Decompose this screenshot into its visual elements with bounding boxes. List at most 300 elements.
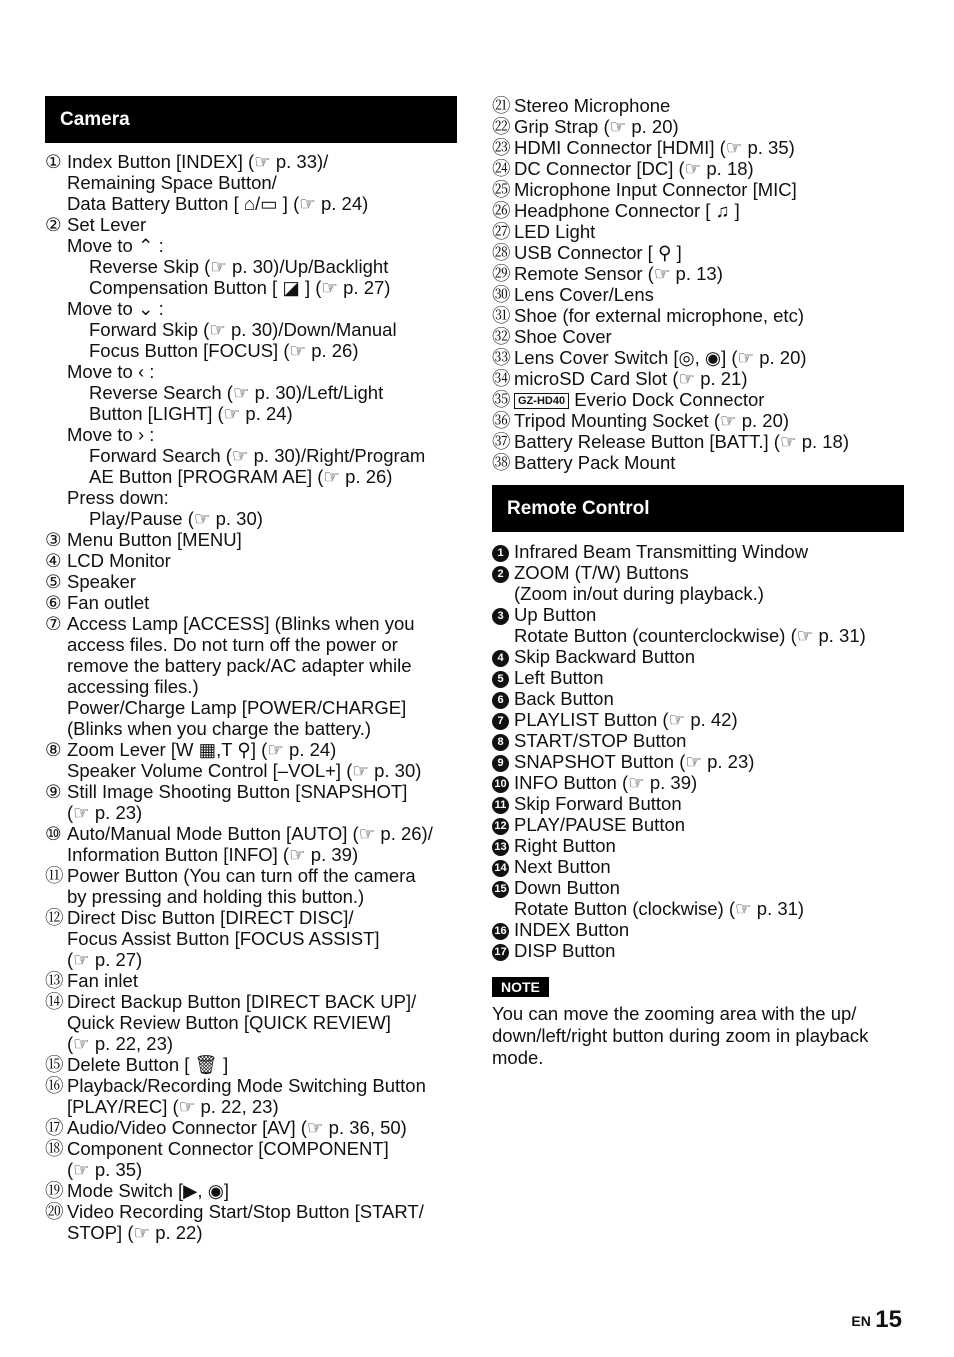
list-item xyxy=(45,1117,457,1138)
item-text-wrapper xyxy=(45,844,457,865)
item-number-marker: ㉔ xyxy=(492,158,511,179)
item-text-wrapper xyxy=(45,613,457,634)
item-text-wrapper xyxy=(45,235,457,256)
item-text: remove the battery pack/AC adapter while xyxy=(67,655,412,676)
item-number-marker: ㉜ xyxy=(492,326,511,347)
list-item xyxy=(492,221,904,242)
list-item xyxy=(45,676,457,697)
item-number-marker xyxy=(492,751,512,772)
item-text-wrapper xyxy=(492,688,904,709)
item-text: Tripod Mounting Socket (☞ p. 20) xyxy=(514,410,790,431)
item-number-marker: ㉘ xyxy=(492,242,511,263)
list-item xyxy=(45,508,457,529)
item-text: (☞ p. 22, 23) xyxy=(67,1033,174,1054)
list-item xyxy=(492,389,904,410)
item-text-wrapper xyxy=(492,583,904,604)
item-text-wrapper xyxy=(492,730,904,751)
list-item xyxy=(492,116,904,137)
item-text-wrapper xyxy=(45,697,457,718)
list-item xyxy=(492,431,904,452)
item-number-marker xyxy=(492,877,512,898)
item-number-marker: ⑰ xyxy=(45,1117,64,1138)
item-text-wrapper xyxy=(45,361,457,382)
item-text-wrapper xyxy=(45,1033,457,1054)
item-text: HDMI Connector [HDMI] (☞ p. 35) xyxy=(514,137,795,158)
item-text-wrapper xyxy=(492,95,904,116)
item-text-wrapper xyxy=(45,508,457,529)
item-text-wrapper xyxy=(492,856,904,877)
item-text-wrapper xyxy=(45,739,457,760)
item-number-marker: ⑩ xyxy=(45,823,62,844)
camera-parts-list xyxy=(45,151,457,1243)
item-text-wrapper xyxy=(492,221,904,242)
item-text-wrapper xyxy=(45,445,457,466)
item-text: Compensation Button [ ◪ ] (☞ p. 27) xyxy=(89,277,391,298)
item-number-marker: ㉑ xyxy=(492,95,511,116)
list-item xyxy=(492,940,904,961)
item-number-marker xyxy=(492,793,512,814)
item-number-badge: 17 xyxy=(492,944,509,961)
item-text: DC Connector [DC] (☞ p. 18) xyxy=(514,158,754,179)
item-number-badge: 13 xyxy=(492,839,509,856)
item-text: USB Connector [ ⚲ ] xyxy=(514,242,682,263)
item-text-wrapper xyxy=(492,625,904,646)
page-number: 15 xyxy=(875,1306,902,1333)
item-text: INDEX Button xyxy=(514,919,630,940)
item-number-marker: ㉚ xyxy=(492,284,511,305)
item-number-marker: ㉒ xyxy=(492,116,511,137)
item-text-wrapper xyxy=(492,940,904,961)
item-text-wrapper xyxy=(45,823,457,844)
list-item xyxy=(45,634,457,655)
item-number-marker xyxy=(492,709,512,730)
item-text: Battery Release Button [BATT.] (☞ p. 18) xyxy=(514,431,849,452)
item-number-marker: ⑪ xyxy=(45,865,64,886)
item-text-wrapper xyxy=(45,487,457,508)
list-item xyxy=(492,667,904,688)
item-text-wrapper xyxy=(45,1201,457,1222)
list-item xyxy=(45,487,457,508)
item-text-wrapper xyxy=(45,1075,457,1096)
item-number-marker: ㉞ xyxy=(492,368,511,389)
item-text-wrapper xyxy=(45,466,457,487)
item-number-marker xyxy=(492,730,512,751)
item-text: Direct Disc Button [DIRECT DISC]/ xyxy=(67,907,354,928)
item-number-marker: ⑭ xyxy=(45,991,64,1012)
camera-section xyxy=(45,96,457,1243)
item-text: Information Button [INFO] (☞ p. 39) xyxy=(67,844,359,865)
list-item xyxy=(45,823,457,844)
item-text: Audio/Video Connector [AV] (☞ p. 36, 50) xyxy=(67,1117,407,1138)
item-text: Move to ⌃ : xyxy=(67,235,164,256)
list-item xyxy=(492,263,904,284)
item-text-wrapper xyxy=(492,137,904,158)
item-number-marker: ⑯ xyxy=(45,1075,64,1096)
item-text-wrapper xyxy=(45,1138,457,1159)
item-text-wrapper xyxy=(492,263,904,284)
item-number-badge: 11 xyxy=(492,797,509,814)
item-text-wrapper xyxy=(492,814,904,835)
list-item xyxy=(45,697,457,718)
list-item xyxy=(492,625,904,646)
list-item xyxy=(45,739,457,760)
right-column xyxy=(492,95,904,1069)
item-text: Menu Button [MENU] xyxy=(67,529,242,550)
item-number-marker xyxy=(492,688,512,709)
list-item xyxy=(45,991,457,1012)
list-item xyxy=(45,550,457,571)
item-number-marker: ⑲ xyxy=(45,1180,64,1201)
item-number-badge: 10 xyxy=(492,776,509,793)
item-text-wrapper xyxy=(45,991,457,1012)
list-item xyxy=(492,326,904,347)
item-text-wrapper xyxy=(45,718,457,739)
item-text: Video Recording Start/Stop Button [START/ xyxy=(67,1201,424,1222)
item-text-wrapper xyxy=(492,431,904,452)
list-item xyxy=(492,772,904,793)
item-text: Still Image Shooting Button [SNAPSHOT] xyxy=(67,781,408,802)
list-item xyxy=(45,529,457,550)
item-text: access files. Do not turn off the power or xyxy=(67,634,398,655)
item-text: Power Button (You can turn off the camera xyxy=(67,865,416,886)
list-item xyxy=(492,919,904,940)
list-item xyxy=(492,856,904,877)
language-code: EN xyxy=(851,1313,871,1329)
item-text-wrapper xyxy=(45,634,457,655)
item-number-marker xyxy=(492,835,512,856)
item-text: Reverse Search (☞ p. 30)/Left/Light xyxy=(89,382,384,403)
item-number-badge: 1 xyxy=(492,545,509,562)
list-item xyxy=(45,151,457,172)
list-item xyxy=(45,571,457,592)
item-text-wrapper xyxy=(492,562,904,583)
item-text: Reverse Skip (☞ p. 30)/Up/Backlight xyxy=(89,256,389,277)
item-text-wrapper xyxy=(492,835,904,856)
list-item xyxy=(45,907,457,928)
list-item xyxy=(45,424,457,445)
item-number-badge: 12 xyxy=(492,818,509,835)
item-text: LED Light xyxy=(514,221,596,242)
list-item xyxy=(492,562,904,583)
list-item xyxy=(45,928,457,949)
item-text-wrapper xyxy=(45,382,457,403)
item-number-marker: ⑦ xyxy=(45,613,62,634)
item-text: Rotate Button (counterclockwise) (☞ p. 31) xyxy=(514,625,866,646)
list-item xyxy=(45,802,457,823)
item-number-badge: 3 xyxy=(492,608,509,625)
item-text-wrapper xyxy=(45,1117,457,1138)
item-text: Remaining Space Button/ xyxy=(67,172,277,193)
item-text-wrapper xyxy=(45,865,457,886)
item-text: LCD Monitor xyxy=(67,550,171,571)
item-text: Microphone Input Connector [MIC] xyxy=(514,179,797,200)
item-number-marker: ㉖ xyxy=(492,200,511,221)
list-item xyxy=(492,835,904,856)
list-item xyxy=(45,970,457,991)
item-text: Speaker xyxy=(67,571,136,592)
item-text: Power/Charge Lamp [POWER/CHARGE] xyxy=(67,697,407,718)
item-text: PLAYLIST Button (☞ p. 42) xyxy=(514,709,738,730)
item-text-wrapper xyxy=(492,646,904,667)
item-text-wrapper xyxy=(45,592,457,613)
item-text: Remote Sensor (☞ p. 13) xyxy=(514,263,723,284)
item-text-wrapper xyxy=(45,928,457,949)
note-text: You can move the zooming area with the up/ down/left/right button during zoom in playback mode. xyxy=(492,1003,869,1068)
list-item xyxy=(45,193,457,214)
item-text: Everio Dock Connector xyxy=(574,389,765,410)
item-text-wrapper xyxy=(492,751,904,772)
list-item xyxy=(45,1075,457,1096)
list-item xyxy=(492,452,904,473)
item-number-marker: ㉗ xyxy=(492,221,511,242)
item-text: AE Button [PROGRAM AE] (☞ p. 26) xyxy=(89,466,393,487)
item-text: by pressing and holding this button.) xyxy=(67,886,365,907)
item-text: Move to ‹ : xyxy=(67,361,155,382)
item-text-wrapper xyxy=(45,256,457,277)
item-number-marker: ㉕ xyxy=(492,179,511,200)
item-text: Right Button xyxy=(514,835,616,856)
item-text-wrapper xyxy=(45,1159,457,1180)
list-item xyxy=(492,730,904,751)
item-text: Focus Button [FOCUS] (☞ p. 26) xyxy=(89,340,359,361)
list-item xyxy=(45,298,457,319)
item-number-badge: 15 xyxy=(492,881,509,898)
item-number-marker: ⑱ xyxy=(45,1138,64,1159)
item-text: Shoe Cover xyxy=(514,326,612,347)
list-item xyxy=(45,172,457,193)
list-item xyxy=(492,688,904,709)
camera-parts-list-continued xyxy=(492,95,904,473)
item-text-wrapper xyxy=(492,242,904,263)
item-text: Auto/Manual Mode Button [AUTO] (☞ p. 26)/ xyxy=(67,823,433,844)
item-text: Forward Search (☞ p. 30)/Right/Program xyxy=(89,445,426,466)
item-number-marker: ⑥ xyxy=(45,592,62,613)
item-text: Shoe (for external microphone, etc) xyxy=(514,305,804,326)
item-text: (☞ p. 35) xyxy=(67,1159,143,1180)
list-item xyxy=(45,403,457,424)
list-item xyxy=(45,718,457,739)
list-item xyxy=(45,1138,457,1159)
item-number-marker xyxy=(492,856,512,877)
list-item xyxy=(45,865,457,886)
item-text-wrapper xyxy=(45,277,457,298)
item-number-badge: 9 xyxy=(492,755,509,772)
item-number-marker xyxy=(492,604,512,625)
item-text-wrapper xyxy=(45,949,457,970)
item-text: Fan inlet xyxy=(67,970,138,991)
item-text: [PLAY/REC] (☞ p. 22, 23) xyxy=(67,1096,279,1117)
item-text-wrapper xyxy=(492,793,904,814)
list-item xyxy=(492,158,904,179)
item-text: Lens Cover/Lens xyxy=(514,284,654,305)
list-item xyxy=(492,95,904,116)
item-text: Headphone Connector [ ♫ ] xyxy=(514,200,740,221)
item-text-wrapper xyxy=(492,410,904,431)
item-text: Component Connector [COMPONENT] xyxy=(67,1138,389,1159)
item-text-wrapper xyxy=(45,1096,457,1117)
item-text: DISP Button xyxy=(514,940,616,961)
item-text: (☞ p. 23) xyxy=(67,802,143,823)
item-text: microSD Card Slot (☞ p. 21) xyxy=(514,368,748,389)
list-item xyxy=(45,382,457,403)
list-item xyxy=(45,319,457,340)
item-number-marker: ㉝ xyxy=(492,347,511,368)
list-item xyxy=(45,655,457,676)
item-number-marker xyxy=(492,814,512,835)
item-number-marker: ⑮ xyxy=(45,1054,64,1075)
list-item xyxy=(492,347,904,368)
list-item xyxy=(45,844,457,865)
item-text: Playback/Recording Mode Switching Button xyxy=(67,1075,426,1096)
item-text: Infrared Beam Transmitting Window xyxy=(514,541,809,562)
list-item xyxy=(45,949,457,970)
page-footer xyxy=(851,1306,902,1334)
item-number-badge: 5 xyxy=(492,671,509,688)
item-number-marker: ④ xyxy=(45,550,62,571)
list-item xyxy=(492,898,904,919)
list-item xyxy=(45,1180,457,1201)
item-text-wrapper xyxy=(492,305,904,326)
item-number-marker xyxy=(492,646,512,667)
item-number-badge: 7 xyxy=(492,713,509,730)
item-number-marker: ㊲ xyxy=(492,431,511,452)
list-item xyxy=(45,781,457,802)
list-item xyxy=(45,466,457,487)
item-text: Left Button xyxy=(514,667,604,688)
list-item xyxy=(492,751,904,772)
item-text: Move to ⌄ : xyxy=(67,298,164,319)
item-number-marker: ⑨ xyxy=(45,781,62,802)
item-text: Speaker Volume Control [–VOL+] (☞ p. 30) xyxy=(67,760,422,781)
item-text-wrapper xyxy=(492,368,904,389)
item-text-wrapper xyxy=(45,319,457,340)
item-text: START/STOP Button xyxy=(514,730,687,751)
list-item xyxy=(45,214,457,235)
item-text-wrapper xyxy=(45,907,457,928)
item-number-marker: ㉓ xyxy=(492,137,511,158)
item-number-marker: ⑬ xyxy=(45,970,64,991)
item-text-wrapper xyxy=(492,158,904,179)
item-text: ZOOM (T/W) Buttons xyxy=(514,562,689,583)
item-text-wrapper xyxy=(492,919,904,940)
list-item xyxy=(45,886,457,907)
item-number-marker: ① xyxy=(45,151,62,172)
item-number-badge: 4 xyxy=(492,650,509,667)
list-item xyxy=(45,361,457,382)
item-number-marker xyxy=(492,919,512,940)
list-item xyxy=(45,340,457,361)
item-text: Forward Skip (☞ p. 30)/Down/Manual xyxy=(89,319,397,340)
item-text-wrapper xyxy=(45,1012,457,1033)
item-text-wrapper xyxy=(45,886,457,907)
item-number-marker: ③ xyxy=(45,529,62,550)
list-item xyxy=(45,1054,457,1075)
list-item xyxy=(45,1012,457,1033)
item-text: Delete Button [ 🗑 ] xyxy=(67,1054,229,1075)
list-item xyxy=(45,445,457,466)
item-text: INFO Button (☞ p. 39) xyxy=(514,772,698,793)
item-text-wrapper xyxy=(492,326,904,347)
item-text: Up Button xyxy=(514,604,597,625)
item-text: Set Lever xyxy=(67,214,147,235)
item-text-wrapper xyxy=(45,340,457,361)
item-text-wrapper xyxy=(492,284,904,305)
list-item xyxy=(492,814,904,835)
item-text: Grip Strap (☞ p. 20) xyxy=(514,116,679,137)
item-text: Stereo Microphone xyxy=(514,95,671,116)
item-text: (☞ p. 27) xyxy=(67,949,143,970)
list-item xyxy=(45,1159,457,1180)
list-item xyxy=(45,277,457,298)
item-text-wrapper xyxy=(492,709,904,730)
item-text: Down Button xyxy=(514,877,620,898)
list-item xyxy=(45,760,457,781)
item-text-wrapper xyxy=(45,424,457,445)
item-text-wrapper xyxy=(492,179,904,200)
item-text: Zoom Lever [W ▦,T ⚲] (☞ p. 24) xyxy=(67,739,337,760)
list-item xyxy=(492,583,904,604)
list-item xyxy=(492,242,904,263)
item-text-wrapper xyxy=(492,452,904,473)
list-item xyxy=(492,646,904,667)
list-item xyxy=(492,284,904,305)
item-text-wrapper xyxy=(45,214,457,235)
item-text-wrapper xyxy=(45,676,457,697)
item-text-wrapper xyxy=(45,403,457,424)
item-text-wrapper xyxy=(492,898,904,919)
camera-heading: Camera xyxy=(45,96,457,143)
item-number-marker: ㉟ xyxy=(492,389,511,410)
list-item xyxy=(492,709,904,730)
item-text: Skip Forward Button xyxy=(514,793,682,814)
item-text-wrapper xyxy=(492,347,904,368)
item-text: Index Button [INDEX] (☞ p. 33)/ xyxy=(67,151,329,172)
item-text: Data Battery Button [ ⌂/▭ ] (☞ p. 24) xyxy=(67,193,369,214)
item-text-wrapper xyxy=(492,116,904,137)
item-number-marker xyxy=(492,541,512,562)
remote-control-heading: Remote Control xyxy=(492,485,904,532)
item-text: Next Button xyxy=(514,856,611,877)
item-text-wrapper xyxy=(45,781,457,802)
item-number-marker xyxy=(492,772,512,793)
remote-control-parts-list xyxy=(492,541,904,961)
item-text: Access Lamp [ACCESS] (Blinks when you xyxy=(67,613,415,634)
list-item xyxy=(45,235,457,256)
item-number-badge: 2 xyxy=(492,566,509,583)
list-item xyxy=(492,179,904,200)
list-item xyxy=(45,1033,457,1054)
item-number-badge: 14 xyxy=(492,860,509,877)
item-text-wrapper xyxy=(45,550,457,571)
item-number-marker: ② xyxy=(45,214,62,235)
item-text: Lens Cover Switch [◎, ◉] (☞ p. 20) xyxy=(514,347,807,368)
item-text: Press down: xyxy=(67,487,169,508)
item-number-marker: ⑳ xyxy=(45,1201,64,1222)
item-text: Rotate Button (clockwise) (☞ p. 31) xyxy=(514,898,805,919)
item-text-wrapper xyxy=(45,1222,457,1243)
item-text: Mode Switch [▶, ◉] xyxy=(67,1180,229,1201)
list-item xyxy=(45,592,457,613)
list-item xyxy=(492,793,904,814)
item-text-wrapper xyxy=(492,541,904,562)
item-number-marker: ㊱ xyxy=(492,410,511,431)
item-text-wrapper xyxy=(45,970,457,991)
list-item xyxy=(492,368,904,389)
item-text-wrapper xyxy=(45,655,457,676)
item-text: Focus Assist Button [FOCUS ASSIST] xyxy=(67,928,380,949)
model-tag: GZ-HD40 xyxy=(514,393,569,409)
item-number-marker: ⑧ xyxy=(45,739,62,760)
